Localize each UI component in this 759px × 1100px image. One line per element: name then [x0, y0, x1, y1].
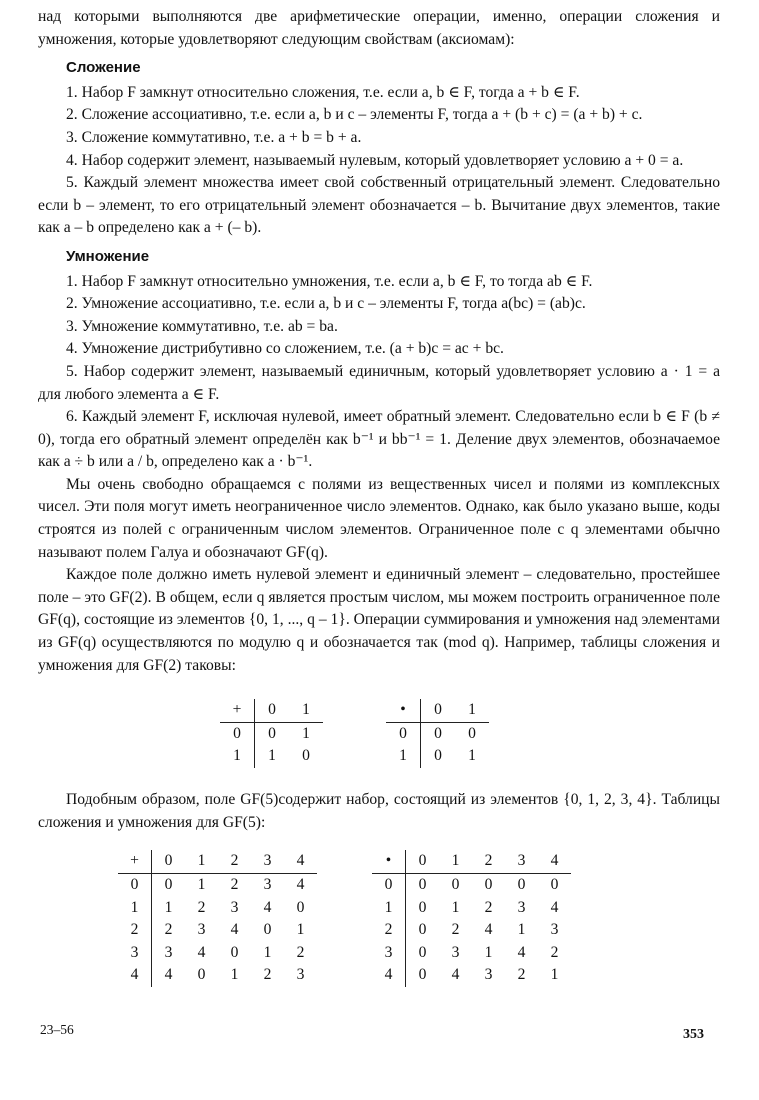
addition-item-2: 2. Сложение ассоциативно, т.е. если a, b и c – элементы F, тогда a + (b + c) = (a + b) + c.: [66, 106, 643, 124]
addition-heading: Сложение: [66, 59, 141, 77]
table-row: [372, 897, 571, 920]
table-cell: 2: [230, 876, 239, 893]
table-cell: 4: [517, 943, 526, 961]
table-row: [220, 722, 323, 745]
footer-signature: 23–56: [40, 1022, 74, 1037]
table-row: [386, 745, 489, 768]
table-row-header: 1: [118, 897, 152, 920]
multiplication-item-1: 1. Набор F замкнут относительно умножения, т.е. если a, b ∈ F, то тогда ab ∈ F.: [66, 272, 593, 290]
page-number: 353: [683, 1027, 704, 1042]
table-cell: 0: [296, 898, 305, 916]
addition-item-5: 5. Каждый элемент множества имеет свой собственный отрицательный элемент. Следовательно если b – элемент, то его отрицательный элемент обозначается – b. Вычитание двух элементов, такие как a – b определено как a + (– b).: [38, 174, 720, 237]
addition-item-4: 4. Набор содержит элемент, называемый нулевым, который удовлетворяет условию a + 0 = a.: [66, 151, 684, 169]
table-cell: 3: [197, 921, 206, 939]
table-column-header: 1: [439, 850, 472, 873]
multiplication-item-4: 4. Умножение дистрибутивно со сложением, т.е. (a + b)c = ac + bc.: [66, 340, 504, 358]
table-row-header: 4: [372, 964, 406, 987]
table-cell: 1: [296, 921, 305, 939]
paragraph-gf5: Подобным образом, поле GF(5)содержит набор, состоящий из элементов {0, 1, 2, 3, 4}. Таблицы сложения и умножения для GF(5):: [38, 791, 720, 831]
table-cell: 0: [418, 921, 427, 939]
table-cell: 0: [517, 876, 526, 893]
table-row-header: 0: [372, 874, 406, 897]
table-row: [118, 874, 317, 897]
table-row-header: 2: [372, 919, 406, 942]
table-cell: 2: [164, 921, 173, 939]
table-row-header: 4: [118, 964, 152, 987]
multiplication-item-3: 3. Умножение коммутативно, т.е. ab = ba.: [66, 317, 338, 335]
gf2-addition-table: [220, 699, 323, 768]
table-cell: 2: [263, 966, 272, 984]
table-cell: 1: [468, 747, 476, 765]
table-column-header: 0: [406, 850, 440, 873]
table-column-header: 4: [284, 850, 317, 873]
table-row: [386, 722, 489, 745]
table-row-header: 0: [386, 722, 421, 745]
table-cell: 0: [550, 876, 559, 893]
table-cell: 0: [263, 921, 272, 939]
table-row-header: 3: [118, 942, 152, 965]
table-column-header: 3: [505, 850, 538, 873]
table-row-header: 1: [220, 745, 255, 768]
table-cell: 0: [418, 943, 427, 961]
table-cell: 1: [484, 943, 493, 961]
table-cell: 4: [197, 943, 206, 961]
gf2-multiplication-table: [386, 699, 489, 768]
table-cell: 2: [550, 943, 559, 961]
table-cell: 1: [263, 943, 272, 961]
table-cell: 0: [484, 876, 493, 893]
gf2-tables: [38, 699, 720, 765]
table-cell: 4: [296, 876, 305, 893]
table-cell: 1: [197, 876, 206, 893]
table-operator: •: [372, 850, 406, 873]
multiplication-item-2: 2. Умножение ассоциативно, т.е. если a, b и c – элементы F, тогда a(bc) = (ab)c.: [66, 295, 586, 313]
table-column-header: 1: [289, 699, 323, 722]
table-cell: 4: [550, 898, 559, 916]
table-operator: +: [220, 699, 255, 722]
table-row: [118, 942, 317, 965]
table-row-header: 3: [372, 942, 406, 965]
table-cell: 0: [451, 876, 460, 893]
table-cell: 1: [164, 898, 173, 916]
table-cell: 4: [484, 921, 493, 939]
multiplication-heading: Умножение: [66, 247, 150, 265]
table-cell: 0: [268, 724, 276, 742]
gf5-addition-table: [118, 850, 317, 987]
table-column-header: 1: [455, 699, 489, 722]
page-body: [38, 6, 720, 984]
table-cell: 3: [263, 876, 272, 893]
table-column-header: 3: [251, 850, 284, 873]
table-row-header: 0: [220, 722, 255, 745]
table-cell: 3: [296, 966, 305, 984]
table-cell: 3: [230, 898, 239, 916]
paragraph-fields: Мы очень свободно обращаемся с полями из вещественных чисел и полями из комплексных чисел. Эти поля могут иметь неограниченное число элементов. Однако, как было указано выше, коды строятся из полей с ограниченным числом элементов. Ограниченное поле с q элементами обычно называют полем Галуа и обозначают GF(q).: [38, 475, 720, 561]
table-row: [372, 942, 571, 965]
table-cell: 1: [302, 724, 310, 742]
table-cell: 1: [517, 921, 526, 939]
table-cell: 0: [418, 966, 427, 984]
table-cell: 3: [517, 898, 526, 916]
multiplication-item-5: 5. Набор содержит элемент, называемый единичным, который удовлетворяет условию a · 1 = a для любого элемента a ∈ F.: [38, 362, 720, 403]
table-cell: 2: [451, 921, 460, 939]
table-cell: 0: [230, 943, 239, 961]
table-cell: 2: [484, 898, 493, 916]
table-operator: +: [118, 850, 152, 873]
table-cell: 0: [164, 876, 173, 893]
table-cell: 2: [296, 943, 305, 961]
table-cell: 0: [434, 747, 442, 765]
gf5-multiplication-table: [372, 850, 571, 987]
table-cell: 4: [164, 966, 173, 984]
addition-item-3: 3. Сложение коммутативно, т.е. a + b = b + a.: [66, 128, 362, 146]
table-cell: 3: [451, 943, 460, 961]
table-column-header: 0: [421, 699, 456, 722]
table-cell: 0: [468, 724, 476, 742]
table-column-header: 2: [218, 850, 251, 873]
table-column-header: 1: [185, 850, 218, 873]
table-row: [118, 919, 317, 942]
table-row: [372, 964, 571, 987]
table-operator: •: [386, 699, 421, 722]
table-cell: 3: [484, 966, 493, 984]
table-cell: 1: [268, 747, 276, 765]
intro-paragraph: над которыми выполняются две арифметические операции, именно, операции сложения и умножения, которые удовлетворяют следующим свойствам (аксиомам):: [38, 8, 720, 48]
table-cell: 3: [550, 921, 559, 939]
paragraph-gf2: Каждое поле должно иметь нулевой элемент и единичный элемент – следовательно, простейшее поле – это GF(2). В общем, если q является простым числом, мы можем построить ограниченное поле GF(q), состоящие из элементов {0, 1, ..., q – 1}. Операции суммирования и умножения над элементами из GF(q) осуществляются по модулю q и обозначается так (mod q). Например, таблицы сложения и умножения для GF(2) таковы:: [38, 566, 720, 674]
gf5-tables: [38, 850, 720, 984]
table-cell: 0: [302, 747, 310, 765]
table-cell: 4: [230, 921, 239, 939]
table-cell: 4: [263, 898, 272, 916]
table-column-header: 4: [538, 850, 571, 873]
table-column-header: 0: [255, 699, 290, 722]
table-column-header: 0: [152, 850, 186, 873]
table-cell: 2: [197, 898, 206, 916]
table-cell: 2: [517, 966, 526, 984]
table-row-header: 0: [118, 874, 152, 897]
table-cell: 1: [230, 966, 239, 984]
table-row: [118, 897, 317, 920]
table-row: [118, 964, 317, 987]
multiplication-item-6: 6. Каждый элемент F, исключая нулевой, имеет обратный элемент. Следовательно если b ∈ F (b ≠ 0), тогда его обратный элемент определён как b⁻¹ и bb⁻¹ = 1. Деление двух элементов, обозначаемое как a ÷ b или a / b, определено как a · b⁻¹.: [38, 408, 720, 471]
table-column-header: 2: [472, 850, 505, 873]
addition-item-1: 1. Набор F замкнут относительно сложения, т.е. если a, b ∈ F, тогда a + b ∈ F.: [66, 83, 580, 101]
table-cell: 1: [451, 898, 460, 916]
table-cell: 0: [418, 876, 427, 893]
table-cell: 0: [434, 724, 442, 742]
table-row-header: 1: [386, 745, 421, 768]
table-row: [372, 919, 571, 942]
table-cell: 3: [164, 943, 173, 961]
table-row: [372, 874, 571, 897]
table-row-header: 1: [372, 897, 406, 920]
table-cell: 0: [418, 898, 427, 916]
table-cell: 4: [451, 966, 460, 984]
table-cell: 0: [197, 966, 206, 984]
table-row-header: 2: [118, 919, 152, 942]
table-cell: 1: [550, 966, 559, 984]
table-row: [220, 745, 323, 768]
